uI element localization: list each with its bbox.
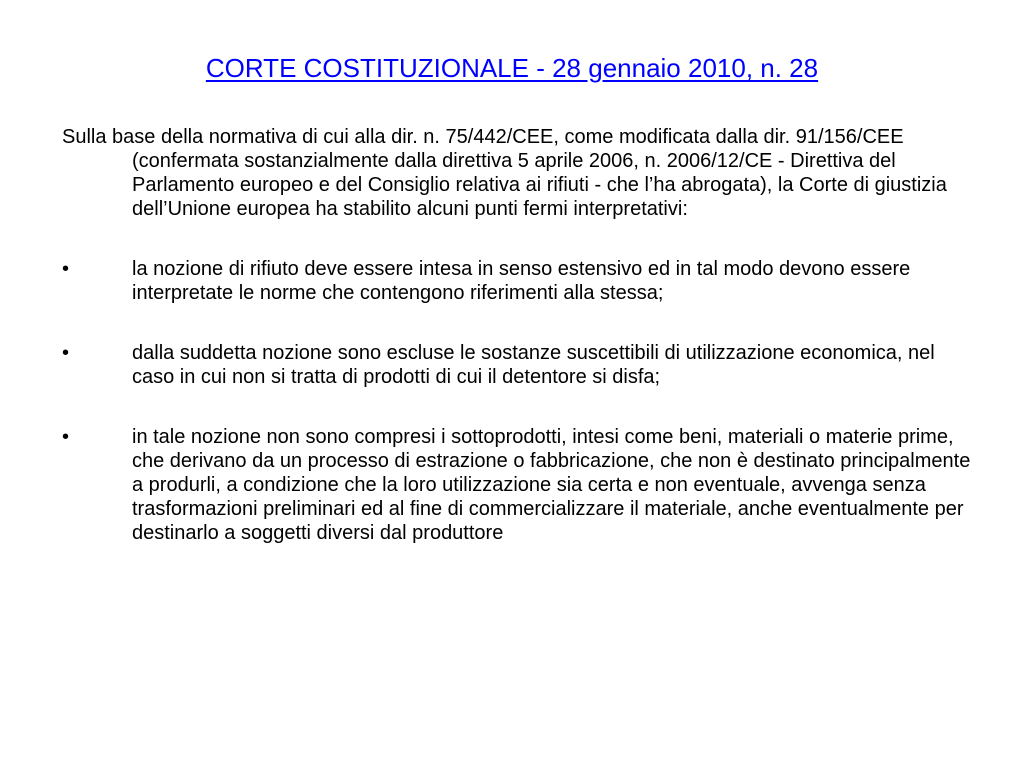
bullet-item-3: [62, 425, 982, 545]
spacer: [62, 305, 982, 341]
bullet-icon: •: [62, 258, 70, 280]
bullet-text: la nozione di rifiuto deve essere intesa in senso estensivo ed in tal modo devono essere interpretate le norme che contengono riferimenti alla stessa;: [132, 258, 911, 304]
bullet-item-2: [62, 341, 982, 389]
bullet-text: dalla suddetta nozione sono escluse le sostanze suscettibili di utilizzazione economica, nel caso in cui non si tratta di prodotti di cui il detentore si disfa;: [132, 342, 935, 388]
spacer: [62, 389, 982, 425]
bullet-text: in tale nozione non sono compresi i sottoprodotti, intesi come beni, materiali o materie prime, che derivano da un processo di estrazione o fabbricazione, che non è destinato principalmente a produrli, a condizione che la loro utilizzazione sia certa e non eventuale, avvenga senza trasformazioni preliminari ed al fine di commercializzare il materiale, anche eventualmente per destinarlo a soggetti diversi dal produttore: [132, 426, 971, 544]
title-link[interactable]: CORTE COSTITUZIONALE - 28 gennaio 2010, n. 28: [205, 53, 819, 83]
spacer: [62, 221, 982, 257]
bullet-icon: •: [62, 342, 70, 364]
bullet-icon: •: [62, 426, 70, 448]
slide-title: [0, 50, 1024, 86]
bullet-item-1: [62, 257, 982, 305]
intro-paragraph: Sulla base della normativa di cui alla dir. n. 75/442/CEE, come modificata dalla dir. 91/156/CEE (confermata sostanzialmente dalla direttiva 5 aprile 2006, n. 2006/12/CE - Direttiva del Parlamento europeo e del Consiglio relativa ai rifiuti - che l’ha abrogata), la Corte di giustizia dell’Unione europea ha stabilito alcuni punti fermi interpretativi:: [62, 126, 947, 220]
slide-body: [62, 125, 982, 545]
